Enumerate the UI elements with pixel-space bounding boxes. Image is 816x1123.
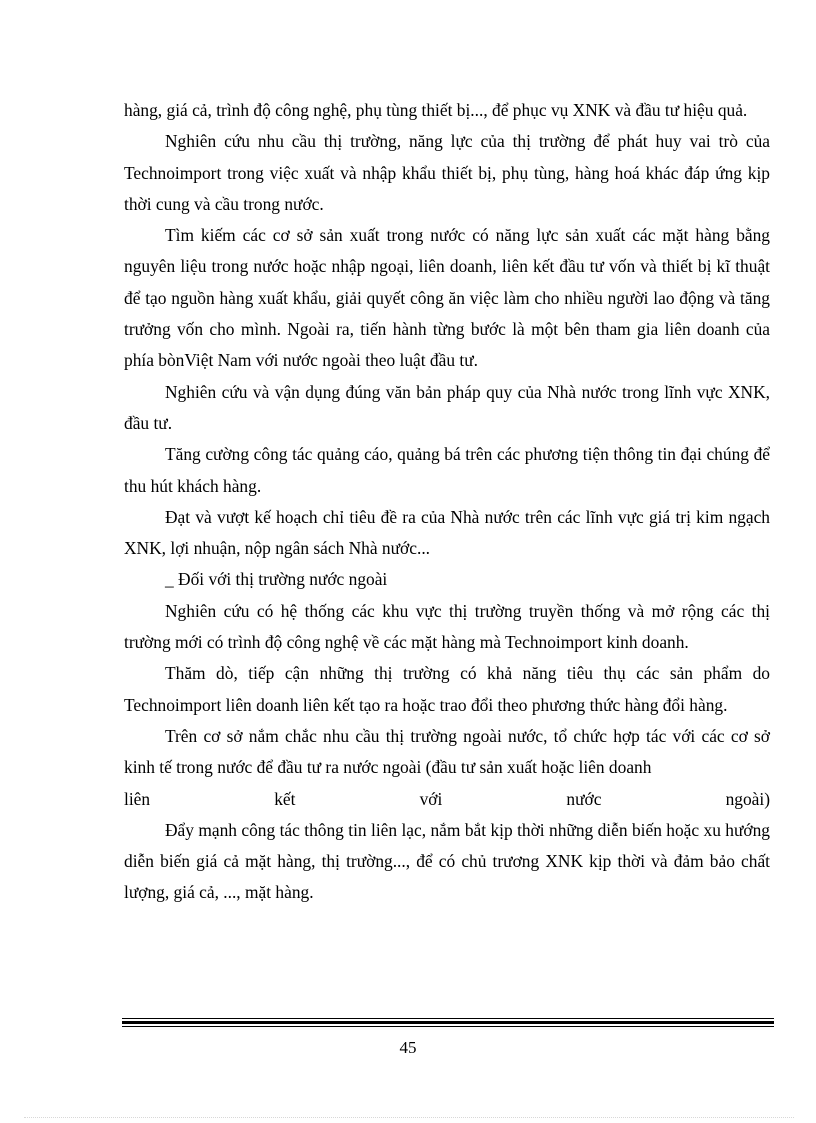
footer-rule-thin-top (122, 1018, 774, 1019)
paragraph: Trên cơ sở nắm chắc nhu cầu thị trường ngoài nước, tổ chức hợp tác với các cơ sở kinh tế trong nước để đầu tư ra nước ngoài (đầu tư sản xuất hoặc liên doanh (124, 725, 770, 778)
paragraph: Đẩy mạnh công tác thông tin liên lạc, nắm bắt kịp thời những diễn biến hoặc xu hướng diễn biến giá cả mặt hàng, thị trường..., để có chủ trương XNK kịp thời và đảm bảo chất lượng, giá cả, ..., mặt hàng. (124, 819, 770, 903)
paragraph: Tăng cường công tác quảng cáo, quảng bá trên các phương tiện thông tin đại chúng để thu hút khách hàng. (124, 444, 770, 496)
paragraph: Nghiên cứu và vận dụng đúng văn bản pháp quy của Nhà nước trong lĩnh vực XNK, đầu tư. (124, 381, 770, 433)
paragraph: Đạt và vượt kế hoạch chỉ tiêu đề ra của Nhà nước trên các lĩnh vực giá trị kim ngạch XNK, lợi nhuận, nộp ngân sách Nhà nước... (124, 506, 770, 559)
paragraph: Thăm dò, tiếp cận những thị trường có khả năng tiêu thụ các sản phẩm do Technoimport liên doanh liên kết tạo ra hoặc trao đổi theo phương thức hàng đổi hàng. (124, 663, 770, 715)
paragraph: Tìm kiếm các cơ sở sản xuất trong nước có năng lực sản xuất các mặt hàng bằng nguyên liệu trong nước hoặc nhập ngoại, liên doanh, liên kết đầu tư vốn và thiết bị kĩ thuật để tạo nguồn hàng xuất khẩu, giải quyết công ăn việc làm cho nhiều người lao động và tăng trưởng vốn cho mình. Ngoài ra, tiến hành từng bước là một bên tham gia liên doanh của phía bònViệt Nam với nước ngoài theo luật đầu tư. (124, 225, 770, 371)
page-edge-divider (24, 1117, 794, 1118)
paragraph: Nghiên cứu có hệ thống các khu vực thị trường truyền thống và mở rộng các thị trường mới có trình độ công nghệ về các mặt hàng mà Technoimport kinh doanh. (124, 600, 770, 653)
body-text (124, 95, 770, 909)
section-heading: _ Đối với thị trường nước ngoài (165, 569, 388, 590)
paragraph: Nghiên cứu nhu cầu thị trường, năng lực của thị trường để phát huy vai trò của Technoimport trong việc xuất và nhập khẩu thiết bị, phụ tùng, hàng hoá khác đáp ứng kịp thời cung và cầu trong nước. (124, 131, 770, 214)
paragraph-spread-line: liên kết với nước ngoài) (124, 788, 770, 809)
page-number: 45 (399, 1038, 417, 1057)
footer-rule-thick (122, 1021, 774, 1024)
paragraph-continuation: hàng, giá cả, trình độ công nghệ, phụ tùng thiết bị..., để phục vụ XNK và đầu tư hiệu quả. (124, 100, 748, 120)
footer-rule-thin-bottom (122, 1026, 774, 1027)
